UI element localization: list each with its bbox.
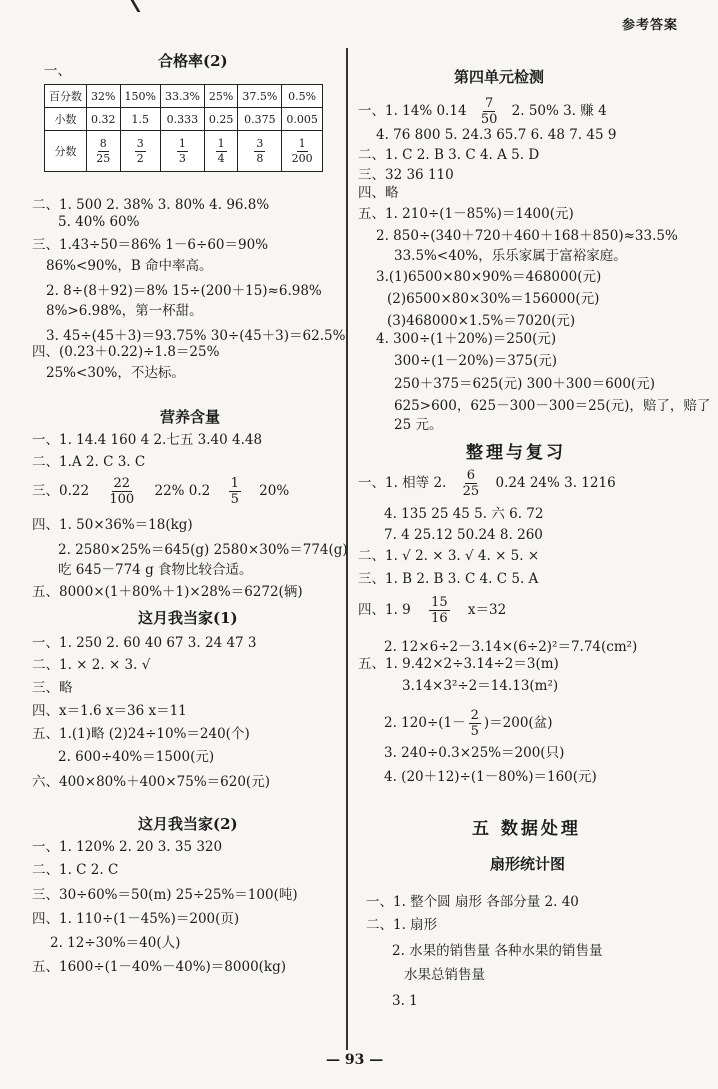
answer-line: 六、400×80%＋400×75%＝620(元): [32, 774, 270, 790]
answer-line-with-fractions: [32, 476, 289, 507]
numerator: 3: [136, 136, 144, 150]
answer-line: 3.(1)6500×80×90%＝468000(元): [376, 269, 602, 285]
section-title-unit4-test: 第四单元检测: [454, 68, 545, 86]
answer-line: 三、1. B 2. B 3. C 4. C 5. A: [358, 571, 539, 587]
answer-line: 86%<90%，B 命中率高。: [46, 258, 213, 274]
section-title-review: 整理与复习: [466, 443, 566, 463]
answer-line: 三、30÷60%＝50(m) 25÷25%＝100(吨): [32, 887, 298, 903]
table-cell: [87, 131, 121, 172]
text-segment: x＝32: [467, 602, 507, 618]
table-cell: 1.5: [120, 108, 160, 131]
row-header: 小数: [45, 108, 87, 131]
answer-line: 4. (20＋12)÷(1－80%)＝160(元): [384, 769, 597, 785]
answer-line: 四、(0.23＋0.22)÷1.8＝25%: [32, 344, 220, 360]
answer-line: 7. 4 25.12 50.24 8. 260: [384, 527, 543, 543]
denominator: 25: [96, 151, 111, 165]
answer-line: 4. 135 25 45 5. 六 6. 72: [384, 506, 544, 522]
section-label: 一、: [44, 63, 71, 79]
section-title-household-1: 这月我当家(1): [138, 609, 238, 627]
answer-line: 五、1. 9.42×2÷3.14÷2＝3(m): [358, 656, 559, 672]
answer-line: 吃 645－774 g 食物比较合适。: [58, 562, 253, 578]
table-cell: 32%: [87, 85, 121, 108]
table-cell: 33.3%: [160, 85, 204, 108]
text-segment: 四、1. 9: [358, 602, 411, 618]
text-segment: 2. 50% 3. 赚 4: [511, 103, 607, 119]
answer-line: 3. 45÷(45＋3)＝93.75% 30÷(45＋3)＝62.5%: [46, 328, 346, 344]
text-segment: 一、1. 相等 2.: [358, 475, 447, 491]
answer-line: 25%<30%，不达标。: [46, 365, 185, 381]
answer-line: 二、1. C 2. B 3. C 4. A 5. D: [358, 147, 540, 163]
numerator: 15: [431, 595, 448, 610]
table-cell: 0.333: [160, 108, 204, 131]
fraction: [229, 476, 241, 507]
answer-line: 三、略: [32, 680, 73, 696]
answer-line-with-fractions: [358, 468, 616, 499]
answer-line: 25 元。: [394, 417, 443, 433]
answer-line-with-fractions: [384, 708, 552, 739]
numerator: 2: [470, 708, 479, 723]
denominator: 8: [256, 151, 264, 165]
fraction: [107, 476, 136, 507]
answer-line: 2. 8÷(8＋92)＝8% 15÷(200＋15)≈6.98%: [46, 283, 322, 299]
table-row: [45, 85, 323, 108]
answer-line: 一、1. 120% 2. 20 3. 35 320: [32, 839, 223, 855]
numerator: 1: [298, 136, 306, 150]
answer-line: 4. 76 800 5. 24.3 65.7 6. 48 7. 45 9: [376, 127, 617, 143]
answer-line: 2. 12÷30%＝40(人): [50, 935, 181, 951]
answer-line: 三、1.43÷50＝86% 1－6÷60＝90%: [32, 237, 269, 253]
fraction: [461, 468, 482, 499]
text-segment: 2. 120÷(1－: [384, 715, 466, 731]
answer-line: 二、1. 扇形: [366, 917, 438, 933]
denominator: 16: [431, 611, 448, 626]
answer-line: 2. 2580×25%＝645(g) 2580×30%＝774(g): [58, 542, 348, 558]
answer-line: 4. 300÷(1＋20%)＝250(元): [376, 331, 557, 347]
fraction: [469, 708, 481, 739]
denominator: 50: [480, 112, 498, 127]
section-title-nutrition: 营养含量: [160, 408, 221, 426]
text-segment: 三、0.22: [32, 483, 90, 499]
corner-mark: [115, 0, 141, 12]
row-header: 百分数: [45, 85, 87, 108]
answer-line: 三、32 36 110: [358, 167, 454, 183]
answer-line: 625>600，625－300－300＝25(元)，赔了，赔了: [394, 398, 711, 414]
numerator: 1: [217, 136, 225, 150]
numerator: 3: [256, 136, 264, 150]
section-title-household-2: 这月我当家(2): [138, 815, 238, 833]
numerator: 6: [466, 468, 476, 483]
answer-line: 五、1600÷(1－40%－40%)＝8000(kg): [32, 959, 287, 975]
table-cell: 0.5%: [282, 85, 323, 108]
denominator: 5: [230, 492, 239, 507]
answer-line: 五、8000×(1＋80%＋1)×28%＝6272(辆): [32, 584, 303, 600]
table-cell: 37.5%: [238, 85, 282, 108]
row-header: 分数: [45, 131, 87, 172]
text-segment: 一、1. 14% 0.14: [358, 103, 467, 119]
answer-line: 2. 12×6÷2－3.14×(6÷2)²＝7.74(cm²): [384, 639, 638, 655]
table-row: [45, 131, 323, 172]
section-title-pass-rate: 合格率(2): [158, 52, 228, 70]
numerator: 1: [178, 136, 186, 150]
table-cell: [282, 131, 323, 172]
answer-line: 3.14×3²÷2＝14.13(m²): [402, 678, 559, 694]
table-cell: 0.005: [282, 108, 323, 131]
page-number: — 93 —: [326, 1052, 384, 1068]
answer-line: 四、x＝1.6 x＝36 x＝11: [32, 703, 187, 719]
page-header: 参考答案: [621, 18, 678, 33]
answer-line: 五、1.(1)略 (2)24÷10%＝240(个): [32, 726, 250, 742]
table-cell: 0.25: [204, 108, 238, 131]
fraction: [429, 595, 450, 626]
answer-line: 2. 600÷40%＝1500(元): [58, 749, 215, 765]
answer-line: 二、1. 500 2. 38% 3. 80% 4. 96.8%: [32, 197, 270, 213]
answer-line: 二、1.A 2. C 3. C: [32, 454, 146, 470]
denominator: 200: [291, 151, 313, 165]
denominator: 4: [217, 151, 225, 165]
numerator: 8: [99, 136, 107, 150]
numerator: 22: [113, 476, 131, 491]
denominator: 2: [136, 151, 144, 165]
fraction: [479, 96, 500, 127]
answer-line: 四、1. 50×36%＝18(kg): [32, 517, 193, 533]
text-segment: 0.24 24% 3. 1216: [495, 475, 616, 491]
table-cell: [120, 131, 160, 172]
answer-line: 二、1. C 2. C: [32, 862, 119, 878]
answer-line: 一、1. 250 2. 60 40 67 3. 24 47 3: [32, 635, 257, 651]
answer-line: 一、1. 14.4 160 4 2.七五 3.40 4.48: [32, 432, 263, 448]
answer-line-with-fractions: [358, 595, 506, 626]
table-cell: 25%: [204, 85, 238, 108]
answer-line: 四、1. 110÷(1－45%)＝200(页): [32, 911, 240, 927]
section-title-pie-chart: 扇形统计图: [490, 855, 566, 873]
table-cell: [160, 131, 204, 172]
text-segment: 20%: [259, 483, 290, 499]
table-cell: 0.32: [87, 108, 121, 131]
numerator: 7: [484, 96, 494, 111]
conversion-table: [44, 84, 323, 172]
numerator: 1: [230, 476, 239, 491]
table-cell: 0.375: [238, 108, 282, 131]
answer-line: 33.5%<40%，乐乐家属于富裕家庭。: [394, 248, 627, 264]
answer-line: 四、略: [358, 185, 399, 201]
answer-line: 8%>6.98%，第一杯甜。: [46, 303, 203, 319]
table-cell: [204, 131, 238, 172]
table-row: [45, 108, 323, 131]
answer-line: 300÷(1－20%)＝375(元): [394, 353, 558, 369]
denominator: 3: [178, 151, 186, 165]
denominator: 100: [109, 492, 135, 507]
answer-line: 3. 240÷0.3×25%＝200(只): [384, 745, 565, 761]
answer-line: 水果总销售量: [404, 967, 485, 983]
denominator: 5: [470, 724, 479, 739]
answer-line: 二、1. √ 2. × 3. √ 4. × 5. ×: [358, 548, 540, 564]
answer-line: 二、1. × 2. × 3. √: [32, 657, 151, 673]
answer-line-with-fractions: [358, 96, 607, 127]
chapter-title-data-processing: 五 数据处理: [472, 819, 581, 839]
answer-line: (2)6500×80×30%＝156000(元): [387, 291, 600, 307]
answer-line: 2. 水果的销售量 各种水果的销售量: [392, 943, 603, 959]
answer-line: 3. 1: [392, 993, 418, 1009]
text-segment: )＝200(盆): [483, 715, 553, 731]
denominator: 25: [462, 484, 480, 499]
answer-line: 一、1. 整个圆 扇形 各部分量 2. 40: [366, 894, 579, 910]
text-segment: 22% 0.2: [154, 483, 211, 499]
table-cell: 150%: [120, 85, 160, 108]
answer-line: 250＋375＝625(元) 300＋300＝600(元): [394, 376, 655, 392]
table-cell: [238, 131, 282, 172]
answer-line: 五、1. 210÷(1－85%)＝1400(元): [358, 206, 574, 222]
answer-line: (3)468000×1.5%＝7020(元): [387, 313, 576, 329]
answer-line: 5. 40% 60%: [58, 214, 140, 230]
answer-line: 2. 850÷(340＋720＋460＋168＋850)≈33.5%: [376, 228, 678, 244]
